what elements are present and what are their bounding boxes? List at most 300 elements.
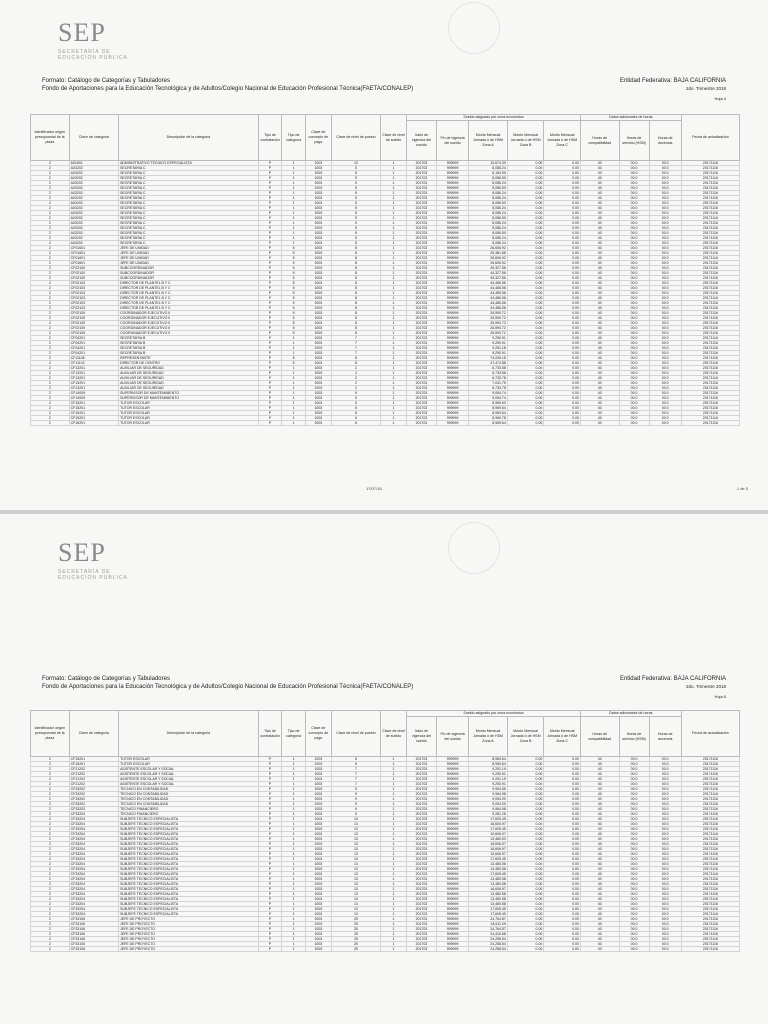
table-cell: 0.00 — [507, 221, 544, 226]
table-cell: TUTOR ESCOLAR — [119, 421, 259, 426]
table-cell: 1003 — [305, 286, 331, 291]
table-cell: CF02105 — [69, 316, 118, 321]
table-cell: CF33202 — [69, 792, 118, 797]
table-cell: CF01601 — [69, 251, 118, 256]
table-cell: 00.0 — [649, 401, 681, 406]
table-cell: 00.0 — [649, 276, 681, 281]
col-clave-cat: Clave de categoría — [69, 711, 118, 757]
table-cell: 999999 — [436, 907, 468, 912]
table-cell: 999999 — [436, 206, 468, 211]
table-cell: 1 — [381, 932, 407, 937]
table-cell: 1003 — [305, 827, 331, 832]
table-cell: CF11108 — [69, 356, 118, 361]
table-cell: 20171116 — [681, 331, 739, 336]
table-cell: P — [258, 872, 282, 877]
table-cell: SECRETARIA C — [119, 231, 259, 236]
col-origen: Identificador origen presupuestal de la plaza — [31, 115, 70, 161]
table-cell: 1003 — [305, 787, 331, 792]
table-cell: 1003 — [305, 877, 331, 882]
table-cell: 00.0 — [649, 241, 681, 246]
table-cell: 0.00 — [507, 927, 544, 932]
table-cell: 44,486.56 — [469, 286, 508, 291]
table-cell: 201703 — [406, 762, 436, 767]
table-cell: 1003 — [305, 326, 331, 331]
table-cell: 1 — [381, 221, 407, 226]
table-cell: 5 — [282, 331, 306, 336]
table-cell: 00.0 — [649, 351, 681, 356]
table-cell: 999999 — [436, 912, 468, 917]
table-cell: 40 — [580, 221, 619, 226]
table-cell: 1003 — [305, 386, 331, 391]
table-cell: 999999 — [436, 902, 468, 907]
table-cell: 10,606.97 — [469, 852, 508, 857]
table-cell: 00.0 — [649, 907, 681, 912]
table-cell: 2 — [31, 261, 70, 266]
table-cell: 00.0 — [649, 802, 681, 807]
table-cell: 1003 — [305, 411, 331, 416]
table-cell: 1 — [282, 892, 306, 897]
table-cell: 999999 — [436, 256, 468, 261]
table-cell: 0.00 — [507, 286, 544, 291]
table-cell: JEFE DE UNIDAD — [119, 256, 259, 261]
table-cell: 00.0 — [649, 877, 681, 882]
table-cell: 1003 — [305, 857, 331, 862]
table-cell: 7 — [331, 767, 380, 772]
table-cell: 201703 — [406, 246, 436, 251]
table-cell: 20171116 — [681, 907, 739, 912]
table-cell: 1 — [381, 937, 407, 942]
table-cell: 20171116 — [681, 852, 739, 857]
table-cell: 1 — [381, 912, 407, 917]
table-cell: 0.00 — [544, 872, 581, 877]
table-cell: P — [258, 857, 282, 862]
table-cell: 2 — [31, 872, 70, 877]
table-cell: 0.00 — [544, 817, 581, 822]
table-cell: 1003 — [305, 191, 331, 196]
table-cell: 40 — [580, 311, 619, 316]
table-cell: 0.00 — [544, 236, 581, 241]
table-cell: 1 — [381, 832, 407, 837]
table-cell: 00.0 — [619, 256, 649, 261]
table-cell: 201703 — [406, 256, 436, 261]
table-cell: 201703 — [406, 822, 436, 827]
table-cell: 40 — [580, 296, 619, 301]
table-cell: 201703 — [406, 381, 436, 386]
table-cell: 00.0 — [649, 296, 681, 301]
table-cell: 0.00 — [544, 892, 581, 897]
col-fecha: Fecha de actualización — [681, 115, 739, 161]
table-cell: 00.0 — [649, 191, 681, 196]
table-cell: 00.0 — [649, 822, 681, 827]
table-cell: SUBJEFE TECNICO ESPECIALISTA — [119, 887, 259, 892]
table-cell: 00.0 — [649, 176, 681, 181]
table-cell: 1 — [282, 421, 306, 426]
table-cell: 1 — [282, 897, 306, 902]
table-cell: 1 — [282, 211, 306, 216]
table-cell: 26,590.72 — [469, 316, 508, 321]
table-cell: 201703 — [406, 391, 436, 396]
table-cell: COORDINADOR EJECUTIVO II — [119, 321, 259, 326]
table-cell: 6 — [331, 411, 380, 416]
table-cell: 1003 — [305, 241, 331, 246]
table-cell: 00.0 — [649, 376, 681, 381]
table-cell: 40 — [580, 326, 619, 331]
table-cell: 999999 — [436, 847, 468, 852]
table-cell: 1 — [282, 336, 306, 341]
table-cell: 2 — [31, 927, 70, 932]
table-cell: 5 — [282, 356, 306, 361]
table-cell: 0.00 — [507, 331, 544, 336]
table-cell: 00.0 — [619, 171, 649, 176]
table-cell: 0.00 — [507, 877, 544, 882]
table-cell: 00.0 — [649, 231, 681, 236]
table-cell: 1003 — [305, 406, 331, 411]
table-cell: 2 — [31, 276, 70, 281]
table-cell: SECRETARIA C — [119, 196, 259, 201]
table-cell: 0.00 — [544, 797, 581, 802]
table-cell: 00.0 — [619, 827, 649, 832]
quarter-label: 2do. Trimestre 2018 — [685, 684, 726, 689]
table-cell: 1003 — [305, 902, 331, 907]
table-cell: 2 — [31, 316, 70, 321]
table-cell: 44,486.56 — [469, 291, 508, 296]
table-cell: 0.00 — [544, 186, 581, 191]
table-cell: 999999 — [436, 882, 468, 887]
table-cell: 999999 — [436, 276, 468, 281]
table-cell: CF15201 — [69, 416, 118, 421]
table-cell: 0.00 — [544, 191, 581, 196]
table-cell: CF33202 — [69, 787, 118, 792]
table-cell: 20171116 — [681, 201, 739, 206]
table-cell: 1 — [381, 326, 407, 331]
table-cell: 2 — [31, 932, 70, 937]
table-cell: 1 — [381, 842, 407, 847]
table-cell: 40 — [580, 161, 619, 166]
table-cell: 00.0 — [619, 927, 649, 932]
table-cell: 5 — [282, 271, 306, 276]
table-cell: 0.00 — [507, 181, 544, 186]
table-cell: TECNICO FINANCIERO — [119, 807, 259, 812]
table-cell: 00.0 — [649, 271, 681, 276]
table-cell: 201703 — [406, 261, 436, 266]
table-cell: 1 — [381, 787, 407, 792]
table-cell: 1 — [381, 877, 407, 882]
table-cell: 999999 — [436, 226, 468, 231]
table-cell: 7 — [331, 782, 380, 787]
table-cell: 40 — [580, 832, 619, 837]
table-cell: 1 — [282, 907, 306, 912]
table-cell: 1003 — [305, 777, 331, 782]
table-cell: 00.0 — [619, 892, 649, 897]
table-cell: 201703 — [406, 757, 436, 762]
table-cell: 00.0 — [649, 251, 681, 256]
table-cell: 1003 — [305, 181, 331, 186]
table-cell: P — [258, 802, 282, 807]
table-cell: 201703 — [406, 196, 436, 201]
table-cell: 1003 — [305, 932, 331, 937]
table-cell: 2 — [31, 922, 70, 927]
table-cell: 0.00 — [507, 897, 544, 902]
table-cell: 0.00 — [507, 371, 544, 376]
table-cell: 2 — [31, 401, 70, 406]
table-cell: 1 — [381, 276, 407, 281]
table-cell: 1003 — [305, 947, 331, 952]
table-cell: 40 — [580, 937, 619, 942]
table-cell: 1 — [381, 852, 407, 857]
table-cell: 00.0 — [619, 406, 649, 411]
table-cell: 0.00 — [507, 872, 544, 877]
table-cell: 0.00 — [507, 827, 544, 832]
table-cell: CF02103 — [69, 291, 118, 296]
table-cell: 0.00 — [507, 386, 544, 391]
table-cell: 0.00 — [544, 812, 581, 817]
table-cell: 201703 — [406, 807, 436, 812]
table-cell: 201703 — [406, 932, 436, 937]
table-cell: P — [258, 912, 282, 917]
table-cell: 201703 — [406, 281, 436, 286]
table-cell: 00.0 — [649, 837, 681, 842]
table-cell: 2 — [31, 311, 70, 316]
table-cell: 25 — [331, 947, 380, 952]
table-cell: 2 — [31, 772, 70, 777]
table-cell: P — [258, 817, 282, 822]
table-cell: 0.00 — [544, 406, 581, 411]
table-cell: P — [258, 181, 282, 186]
table-cell: 999999 — [436, 812, 468, 817]
table-cell: CF04201 — [69, 346, 118, 351]
table-cell: 40 — [580, 887, 619, 892]
table-cell: 0.00 — [507, 917, 544, 922]
table-cell: 0.00 — [544, 887, 581, 892]
table-cell: CF01601 — [69, 261, 118, 266]
table-cell: 1 — [282, 171, 306, 176]
col-horas-compat: Horas de compatibilidad — [580, 121, 619, 161]
col-monto-c: Monto Mensual Jornada ó de HSM Zona C — [544, 121, 581, 161]
table-cell: SECRETARIA C — [119, 186, 259, 191]
table-cell: 20171116 — [681, 817, 739, 822]
table-cell: 201703 — [406, 266, 436, 271]
table-cell: 201703 — [406, 902, 436, 907]
table-cell: P — [258, 882, 282, 887]
format-title: Formato: Catálogo de Categorías y Tabuladores — [42, 78, 170, 84]
table-cell: 0.00 — [544, 331, 581, 336]
table-cell: 00.0 — [649, 306, 681, 311]
table-cell: 00.0 — [649, 391, 681, 396]
table-cell: 0.00 — [544, 907, 581, 912]
table-cell: AUXILIAR DE SEGURIDAD — [119, 376, 259, 381]
table-cell: 20171116 — [681, 942, 739, 947]
table-cell: 2 — [31, 216, 70, 221]
table-cell: P — [258, 411, 282, 416]
table-cell: 999999 — [436, 942, 468, 947]
table-cell: 8,086.24 — [469, 211, 508, 216]
table-cell: 00.0 — [649, 311, 681, 316]
table-cell: TECNICO EN CONTABILIDAD — [119, 802, 259, 807]
table-cell: 6,733.78 — [469, 376, 508, 381]
table-cell: 0.00 — [544, 787, 581, 792]
table-cell: 201703 — [406, 857, 436, 862]
table-cell: 1 — [282, 887, 306, 892]
table-cell: 201703 — [406, 421, 436, 426]
table-cell: 00.0 — [649, 762, 681, 767]
table-cell: 40 — [580, 817, 619, 822]
quarter-label: 2do. Trimestre 2018 — [685, 86, 726, 91]
table-cell: 00.0 — [649, 316, 681, 321]
table-cell: 44,486.56 — [469, 306, 508, 311]
table-cell: 0.00 — [507, 847, 544, 852]
seal-watermark-icon — [448, 522, 500, 574]
table-cell: 2 — [31, 356, 70, 361]
table-cell: 20171116 — [681, 231, 739, 236]
table-cell: 201703 — [406, 306, 436, 311]
table-cell: 0.00 — [544, 912, 581, 917]
table-cell: 7 — [331, 772, 380, 777]
table-cell: 8,086.24 — [469, 226, 508, 231]
table-cell: 8,086.24 — [469, 221, 508, 226]
table-cell: 0.00 — [507, 812, 544, 817]
table-cell: 201703 — [406, 912, 436, 917]
table-cell: 0.00 — [507, 291, 544, 296]
table-cell: 2 — [31, 326, 70, 331]
table-cell: 0.00 — [507, 366, 544, 371]
table-cell: 00.0 — [619, 877, 649, 882]
table-cell: 201703 — [406, 862, 436, 867]
table-cell: COORDINADOR EJECUTIVO II — [119, 326, 259, 331]
table-cell: 44,486.56 — [469, 296, 508, 301]
table-cell: 0.00 — [544, 341, 581, 346]
table-cell: CF15201 — [69, 421, 118, 426]
table-cell: 1 — [381, 802, 407, 807]
table-cell: 0.00 — [507, 301, 544, 306]
table-cell: 5 — [331, 211, 380, 216]
table-cell: CF33106 — [69, 942, 118, 947]
table-cell: 8,086.50 — [469, 186, 508, 191]
table-cell: 2 — [31, 897, 70, 902]
table-cell: 2 — [31, 812, 70, 817]
table-cell: 9,054.74 — [469, 396, 508, 401]
table-cell: CF33204 — [69, 882, 118, 887]
table-cell: 1 — [381, 922, 407, 927]
table-cell: 8 — [331, 316, 380, 321]
table-cell: 9 — [331, 391, 380, 396]
table-cell: 5 — [331, 241, 380, 246]
table-cell: SECRETARIA B — [119, 341, 259, 346]
table-cell: 201703 — [406, 907, 436, 912]
table-cell: 201703 — [406, 376, 436, 381]
table-cell: 0.00 — [544, 261, 581, 266]
table-cell: 0.00 — [507, 907, 544, 912]
table-cell: SUBJEFE TECNICO ESPECIALISTA — [119, 867, 259, 872]
table-cell: JEFE DE UNIDAD — [119, 251, 259, 256]
table-cell: 1003 — [305, 792, 331, 797]
table-cell: 0.00 — [544, 807, 581, 812]
col-desc: Descripción de la categoría — [119, 711, 259, 757]
table-cell: 1 — [381, 301, 407, 306]
table-cell: 1 — [381, 226, 407, 231]
table-cell: P — [258, 291, 282, 296]
table-cell: 13 — [331, 907, 380, 912]
table-cell: 40 — [580, 797, 619, 802]
table-cell: 26,606.92 — [469, 246, 508, 251]
table-cell: P — [258, 842, 282, 847]
table-cell: 00.0 — [619, 286, 649, 291]
table-cell: 74,039.18 — [469, 356, 508, 361]
table-cell: 9,250.91 — [469, 351, 508, 356]
table-cell: 40 — [580, 416, 619, 421]
table-cell: 20171116 — [681, 346, 739, 351]
table-cell: 40 — [580, 266, 619, 271]
table-cell: 2 — [31, 321, 70, 326]
table-cell: 1003 — [305, 912, 331, 917]
table-cell: 00.0 — [649, 216, 681, 221]
table-cell: JEFE DE PROYECTO — [119, 932, 259, 937]
table-cell: 00.0 — [619, 832, 649, 837]
table-cell: 00.0 — [619, 787, 649, 792]
col-fin: Fin de vigencia del sueldo — [436, 121, 468, 161]
table-cell: SECRETARIA C — [119, 166, 259, 171]
table-cell: 1 — [381, 807, 407, 812]
table-cell: 10,674.39 — [469, 161, 508, 166]
table-cell: CF33204 — [69, 867, 118, 872]
table-cell: 40 — [580, 762, 619, 767]
table-cell: SUBJEFE TECNICO ESPECIALISTA — [119, 872, 259, 877]
table-cell: 00.0 — [619, 181, 649, 186]
table-cell: 201703 — [406, 341, 436, 346]
table-cell: 201703 — [406, 942, 436, 947]
table-cell: 00.0 — [619, 381, 649, 386]
table-cell: P — [258, 822, 282, 827]
table-cell: DIRECTOR DE PLANTEL B Y C — [119, 296, 259, 301]
table-cell: 999999 — [436, 832, 468, 837]
table-cell: 00.0 — [619, 867, 649, 872]
table-cell: 1 — [282, 376, 306, 381]
table-cell: 40 — [580, 316, 619, 321]
table-cell: 201703 — [406, 271, 436, 276]
table-cell: 5 — [331, 181, 380, 186]
table-cell: 1003 — [305, 171, 331, 176]
table-cell: 999999 — [436, 361, 468, 366]
table-cell: 2 — [31, 391, 70, 396]
table-cell: 5 — [282, 291, 306, 296]
table-cell: JEFE DE PROYECTO — [119, 947, 259, 952]
table-cell: CF13201 — [69, 366, 118, 371]
table-cell: 1 — [282, 927, 306, 932]
table-cell: 1003 — [305, 211, 331, 216]
table-cell: 5 — [331, 206, 380, 211]
table-cell: P — [258, 797, 282, 802]
table-cell: 0.00 — [544, 767, 581, 772]
table-cell: P — [258, 782, 282, 787]
table-cell: CF02103 — [69, 281, 118, 286]
table-cell: 00.0 — [619, 306, 649, 311]
table-cell: P — [258, 787, 282, 792]
table-cell: 2 — [31, 862, 70, 867]
table-cell: 40 — [580, 902, 619, 907]
table-cell: 40 — [580, 331, 619, 336]
table-cell: 0.00 — [507, 792, 544, 797]
table-cell: 5 — [331, 231, 380, 236]
table-cell: 40 — [580, 792, 619, 797]
table-cell: 0.00 — [544, 902, 581, 907]
table-cell: 999999 — [436, 782, 468, 787]
table-cell: DIRECTOR DE PLANTEL B Y C — [119, 281, 259, 286]
table-cell: 1 — [381, 892, 407, 897]
table-cell: 2 — [31, 782, 70, 787]
table-cell: 8,086.24 — [469, 196, 508, 201]
table-cell: 0.00 — [507, 306, 544, 311]
table-cell: 999999 — [436, 862, 468, 867]
table-cell: SUBJEFE TECNICO ESPECIALISTA — [119, 877, 259, 882]
